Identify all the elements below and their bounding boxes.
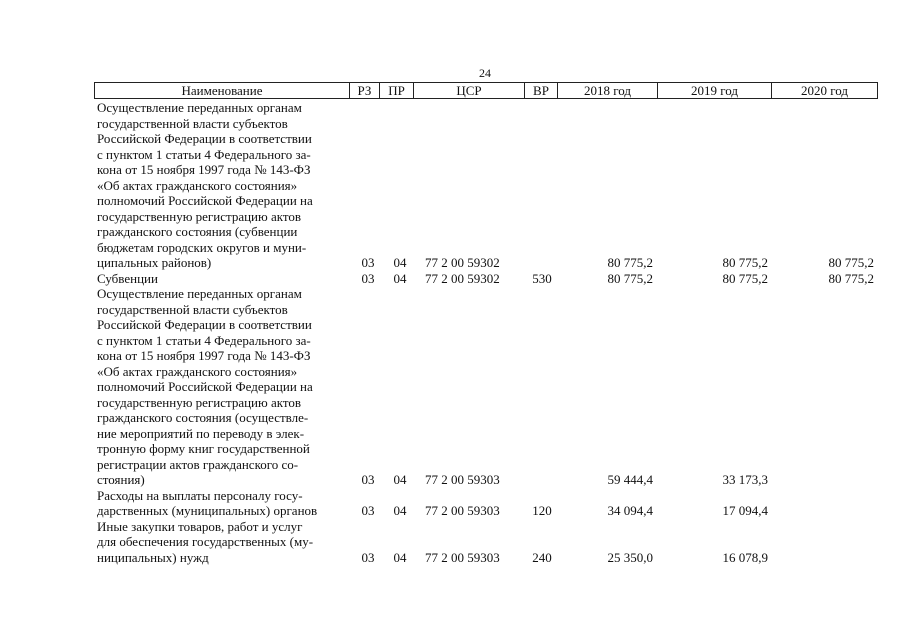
row-name-line: дарственных (муниципальных) органов [97, 503, 318, 518]
row-2019: 17 094,4 [722, 503, 768, 518]
row-name-line: с пунктом 1 статьи 4 Федерального за- [97, 146, 311, 162]
row-name-line: Российской Федерации в соответствии [97, 317, 312, 332]
row-2018: 59 444,4 [607, 472, 653, 487]
row-name-line: «Об актах гражданского состояния» [97, 177, 298, 193]
row-name-line: гражданского состояния (субвенции [97, 224, 298, 239]
table-row [0, 271, 905, 287]
row-name [97, 100, 357, 271]
header-2020: 2020 год [801, 83, 848, 98]
row-2019: 16 078,9 [722, 549, 768, 565]
row-rz: 03 [361, 472, 375, 487]
row-name [97, 271, 357, 287]
row-2018: 80 775,2 [607, 255, 653, 270]
row-name-line: кона от 15 ноября 1997 года № 143-ФЗ [97, 348, 311, 363]
row-name-line: кона от 15 ноября 1997 года № 143-ФЗ [97, 162, 311, 177]
row-vr: 530 [532, 270, 552, 286]
header-2018: 2018 год [558, 83, 658, 98]
row-name-line: гражданского состояния (осуществле- [97, 410, 309, 425]
row-name-line: тронную форму книг государственной [97, 441, 310, 456]
row-csr: 77 2 00 59303 [425, 549, 500, 565]
row-name-line: государственной власти субъектов [97, 115, 288, 131]
row-name-line: для обеспечения государственных (му- [97, 534, 314, 549]
row-csr: 77 2 00 59303 [425, 472, 500, 487]
header-vr: ВР [525, 83, 558, 98]
table-row [0, 100, 905, 271]
row-name-line: Субвенции [97, 270, 158, 286]
header-rz: РЗ [350, 83, 380, 98]
row-name-line: Расходы на выплаты персоналу госу- [97, 487, 303, 503]
header-pr: ПР [380, 83, 414, 98]
row-name-line: Российской Федерации в соответствии [97, 131, 312, 146]
row-name [97, 286, 357, 488]
header-name: Наименование [95, 83, 350, 98]
row-name-line: государственной власти субъектов [97, 301, 288, 317]
row-rz: 03 [361, 503, 375, 518]
table-row [0, 519, 905, 566]
row-csr: 77 2 00 59303 [425, 503, 500, 518]
row-name-line: бюджетам городских округов и муни- [97, 239, 307, 255]
row-2019: 33 173,3 [722, 472, 768, 487]
row-name-line: ципальных районов) [97, 255, 212, 270]
table-body [0, 100, 905, 565]
row-rz: 03 [361, 270, 375, 286]
row-pr: 04 [393, 270, 407, 286]
row-2018: 34 094,4 [607, 503, 653, 518]
table-row [0, 286, 905, 488]
row-name-line: государственную регистрацию актов [97, 208, 302, 224]
row-2019: 80 775,2 [722, 255, 768, 270]
row-name-line: Осуществление переданных органам [97, 100, 302, 115]
header-csr: ЦСР [414, 83, 525, 98]
row-name-line: государственную регистрацию актов [97, 394, 302, 410]
row-pr: 04 [393, 255, 407, 270]
row-rz: 03 [361, 549, 375, 565]
row-csr: 77 2 00 59302 [425, 270, 500, 286]
row-name [97, 519, 357, 566]
row-name-line: с пунктом 1 статьи 4 Федерального за- [97, 332, 311, 348]
row-pr: 04 [393, 549, 407, 565]
header-2019: 2019 год [658, 83, 772, 98]
row-rz: 03 [361, 255, 375, 270]
row-vr: 240 [532, 549, 552, 565]
row-name-line: «Об актах гражданского состояния» [97, 363, 298, 379]
row-2019: 80 775,2 [722, 270, 768, 286]
row-2020: 80 775,2 [828, 270, 874, 286]
page-number: 24 [479, 66, 491, 80]
table-row [0, 488, 905, 519]
row-csr: 77 2 00 59302 [425, 255, 500, 270]
row-name-line: полномочий Российской Федерации на [97, 193, 313, 208]
row-name-line: ние мероприятий по переводу в элек- [97, 425, 305, 441]
row-pr: 04 [393, 503, 407, 518]
row-name-line: полномочий Российской Федерации на [97, 379, 313, 394]
row-name [97, 488, 357, 519]
row-name-line: ниципальных) нужд [97, 549, 209, 565]
row-name-line: Иные закупки товаров, работ и услуг [97, 518, 303, 534]
table-header [94, 82, 878, 99]
row-name-line: регистрации актов гражданского со- [97, 456, 299, 472]
row-pr: 04 [393, 472, 407, 487]
row-2018: 25 350,0 [607, 549, 653, 565]
row-vr: 120 [532, 503, 552, 518]
row-name-line: Осуществление переданных органам [97, 286, 302, 301]
row-name-line: стояния) [97, 472, 145, 487]
row-2018: 80 775,2 [607, 270, 653, 286]
row-2020: 80 775,2 [828, 255, 874, 270]
